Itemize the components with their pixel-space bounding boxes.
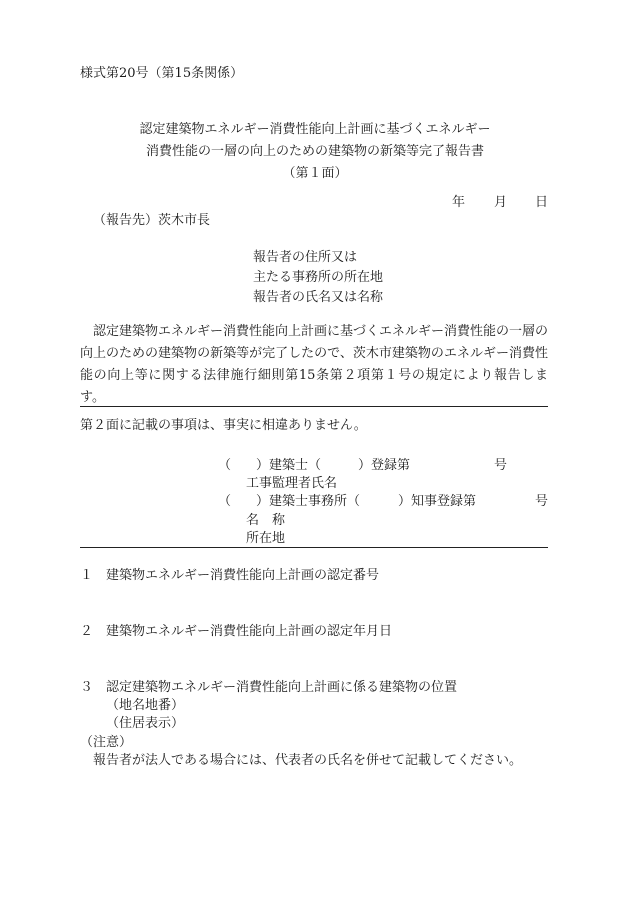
divider-top [80,406,548,407]
office-location-label: 所在地 [246,531,286,546]
office-paren-open: （ [218,494,232,509]
location-lot-label: （地名地番） [106,698,185,713]
architect-registration: ）登録第 [358,458,411,473]
reporter-name-label: 報告者の氏名又は名称 [253,290,384,305]
supervisor-name-label: 工事監理者氏名 [246,476,338,491]
declaration: 第２面に記載の事項は、事実に相違ありません。 [80,418,367,433]
note-text: 報告者が法人である場合には、代表者の氏名を併せて記載してください。 [93,753,523,768]
architect-number-suffix-1: 号 [494,458,508,473]
date-day: 日 [535,195,549,210]
divider-bottom [80,547,548,548]
office-qualification: ）建築士事務所（ [256,494,361,509]
item-3-number: ３ [80,680,94,695]
addressee: （報告先）茨木市長 [93,213,211,228]
title-line-3: （第１面） [282,166,348,181]
item-1-label: 建築物エネルギー消費性能向上計画の認定番号 [106,568,380,583]
title-line-1: 認定建築物エネルギー消費性能向上計画に基づくエネルギー [139,122,491,137]
office-name-label: 名 称 [246,513,286,528]
date-year: 年 [452,195,466,210]
architect-number-suffix-2: 号 [535,494,549,509]
title-line-2: 消費性能の一層の向上のための建築物の新築等完了報告書 [145,144,484,159]
form-number: 様式第20号（第15条関係） [80,66,244,81]
item-3-label: 認定建築物エネルギー消費性能向上計画に係る建築物の位置 [106,680,458,695]
item-1-number: １ [80,568,94,583]
reporter-office-label: 主たる事務所の所在地 [253,270,384,285]
body-paragraph: 認定建築物エネルギー消費性能向上計画に基づくエネルギー消費性能の一層の向上のための建築物の新築等が完了したので、茨木市建築物のエネルギー消費性能の向上等に関する法律施行細則第15条第２項第１号の規定により報告します。 [80,324,549,405]
note-heading: （注意） [80,735,133,750]
location-residence-label: （住居表示） [106,716,185,731]
architect-qualification: ）建築士（ [256,458,322,473]
item-2-label: 建築物エネルギー消費性能向上計画の認定年月日 [106,624,393,639]
reporter-address-label: 報告者の住所又は [253,250,358,265]
date-month: 月 [494,195,508,210]
architect-paren-open-1: （ [218,458,232,473]
item-2-number: ２ [80,624,94,639]
office-registration: ）知事登録第 [398,494,477,509]
